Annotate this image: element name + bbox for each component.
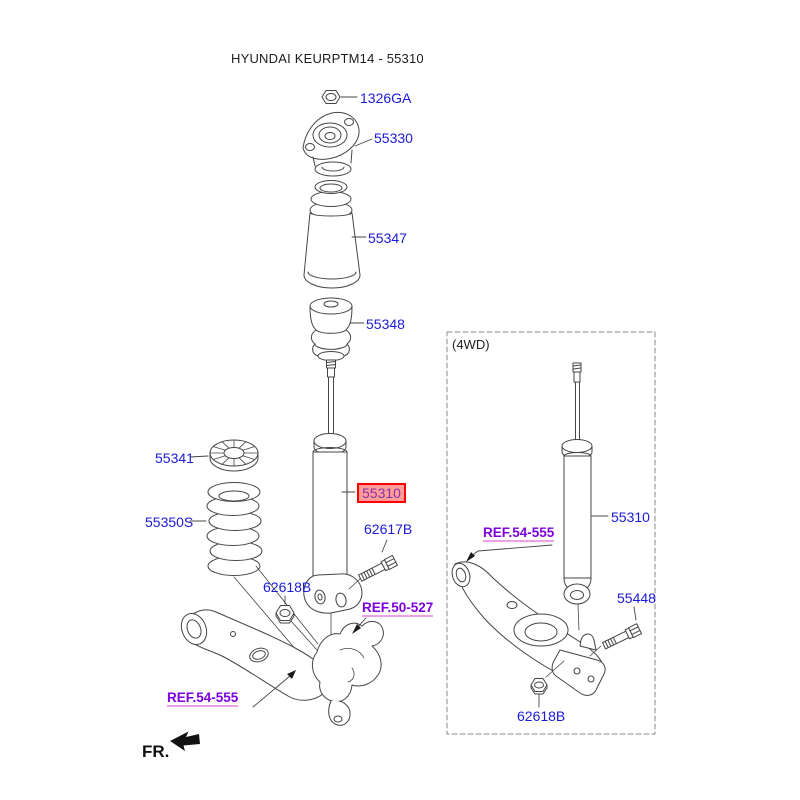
awd-caption: (4WD) [452, 337, 490, 352]
front-direction-arrow [170, 732, 200, 752]
part-label-dust-cover[interactable]: 55347 [368, 230, 407, 246]
coil-spring-drawing [190, 483, 262, 576]
part-label-coil-spring[interactable]: 55350S [145, 514, 194, 530]
part-label-bolt[interactable]: 62617B [364, 521, 413, 537]
flange-nut-drawing [276, 596, 294, 623]
part-label-shock-highlighted[interactable]: 55310 [357, 483, 406, 503]
awd-lower-arm-drawing [449, 561, 605, 695]
awd-part-label-bolt[interactable]: 55448 [617, 590, 656, 606]
bump-stopper-drawing [310, 298, 364, 361]
ref-label-knuckle[interactable]: REF.50-527 [362, 600, 434, 615]
knuckle-drawing [312, 621, 383, 725]
bolt-leader [382, 540, 387, 552]
spring-pad-drawing [190, 440, 258, 471]
bolt-drawing [358, 555, 398, 583]
awd-part-label-flange-nut[interactable]: 62618B [517, 708, 566, 724]
part-label-insulator[interactable]: 55330 [374, 130, 413, 146]
awd-bolt-leader [634, 607, 636, 620]
ref-label-arm[interactable]: REF.54-555 [167, 690, 239, 705]
part-label-bumper[interactable]: 55348 [366, 316, 405, 332]
front-direction-label: FR. [142, 742, 170, 761]
part-label-nut[interactable]: 1326GA [360, 90, 412, 106]
page-title: HYUNDAI KEURPTM14 - 55310 [231, 51, 424, 66]
lower-arm-drawing [177, 610, 329, 701]
nut-drawing [322, 91, 357, 104]
awd-ref-label-arm[interactable]: REF.54-555 [483, 525, 555, 540]
awd-bolt-drawing [602, 624, 642, 651]
strut-mount-drawing [303, 112, 372, 176]
part-label-flange-nut[interactable]: 62618B [263, 579, 312, 595]
dust-cover-drawing [304, 181, 366, 289]
awd-shock-absorber-drawing [562, 363, 608, 630]
awd-ref-leader [466, 545, 552, 562]
shock-absorber-drawing [304, 360, 362, 666]
part-label-spring-pad[interactable]: 55341 [155, 450, 194, 466]
awd-flange-nut-drawing [531, 679, 547, 708]
awd-part-label-shock[interactable]: 55310 [611, 509, 650, 525]
